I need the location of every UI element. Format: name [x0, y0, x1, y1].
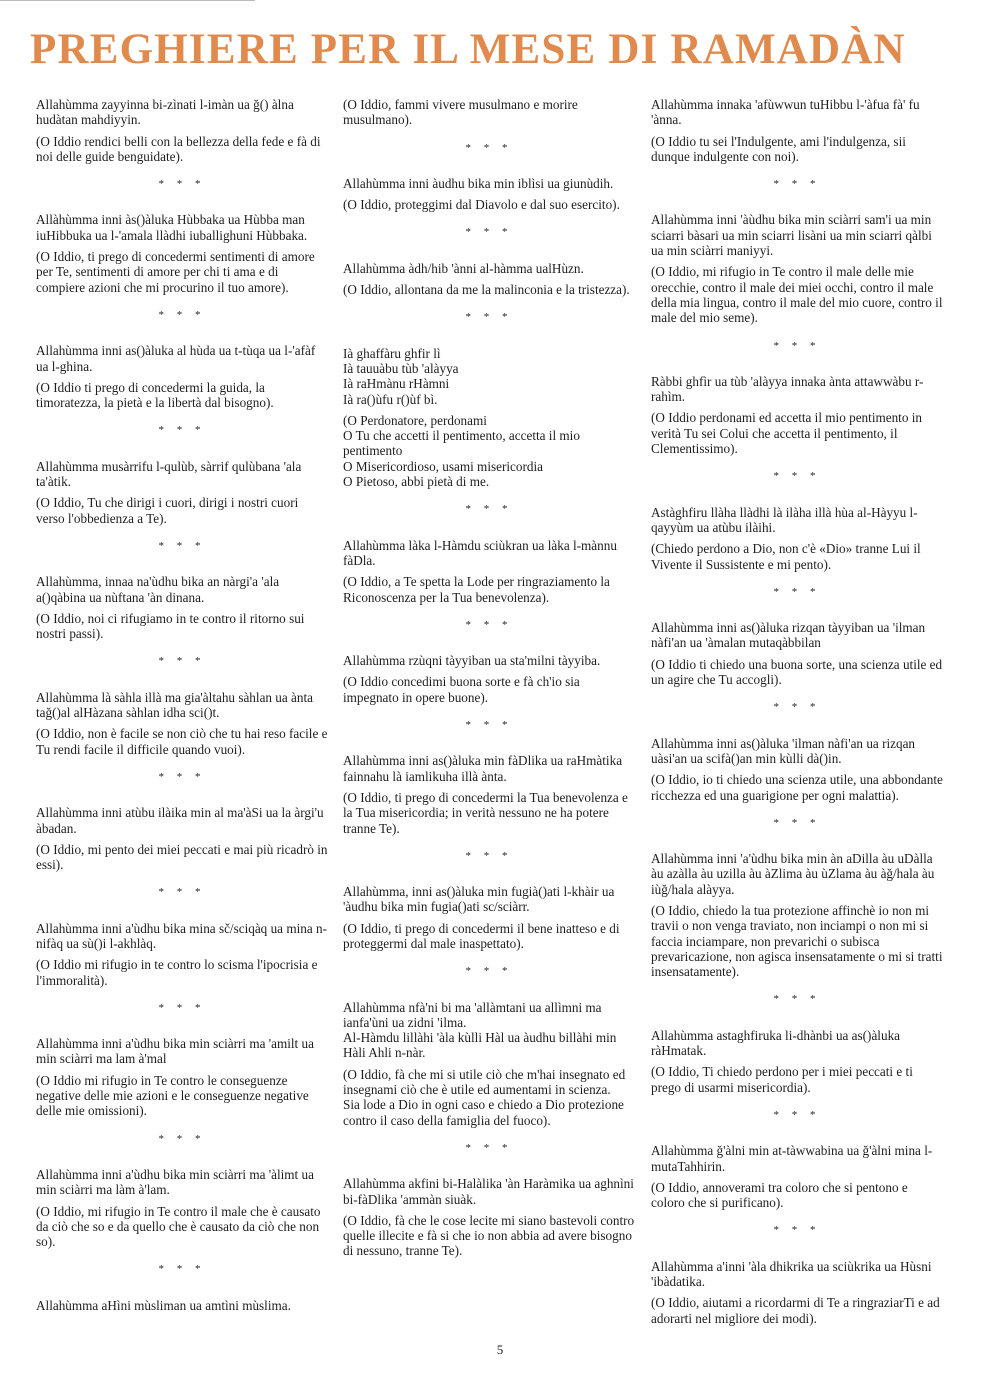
section-separator: * * *: [158, 178, 206, 191]
prayer-text: Allahùmma rzùqni tàyyiban ua sta'milni tàyyiba.: [343, 653, 601, 669]
prayer-text: Allahùmma inni as()àluka rizqan tàyyiban ua 'ilman nàfi'an ua 'àmalan mutaqàbbilan: [651, 620, 926, 651]
prayer-translation: (O Iddio, Tu che dirigi i cuori, dirigi i nostri cuori verso l'obbedienza a Te).: [36, 495, 299, 526]
prayer-block: [651, 1259, 943, 1326]
prayer-text: Allahùmma inni a'ùdhu bika min sciàrri ma 'amilt ua min sciàrri ma lam à'mal: [36, 1036, 314, 1067]
section-separator: * * *: [465, 1141, 513, 1154]
prayer-translation: (O Iddio, fà che mi si utile ciò che m'hai insegnato ed insegnami ciò che è utile ed aumentami in scienza. Sia lode a Dio in ogni caso e chiedo a Dio protezione contro il caso della famiglia del fuoco).: [343, 1066, 626, 1128]
prayer-text: Allàhùmma inni às()àluka Hùbbaka ua Hùbba man iuHibbuka ua l-'amala llàdhi iuballighuni Hùbbaka.: [36, 212, 308, 243]
prayer-translation: (Chiedo perdono a Dio, non c'è «Dio» tranne Lui il Vivente il Sussistente e mi pento).: [651, 541, 921, 572]
section-separator: * * *: [773, 816, 821, 829]
prayer-block: [36, 97, 328, 164]
prayer-translation: (O Iddio, io ti chiedo una scienza utile, una abbondante ricchezza ed una guarigione per ogni malattia).: [651, 772, 943, 803]
section-separator: * * *: [158, 886, 206, 899]
prayer-block: [343, 97, 635, 128]
prayer-block: [36, 459, 328, 526]
prayer-block: [36, 343, 328, 410]
prayer-translation: (O Iddio, non è facile se non ciò che tu hai reso facile e Tu rendi facile il difficile quando vuoi).: [36, 726, 328, 757]
section-separator: * * *: [158, 539, 206, 552]
prayer-block: [36, 1036, 328, 1118]
prayer-block: [651, 851, 943, 979]
prayer-translation: (O Iddio ti chiedo una buona sorte, una scienza utile ed un agire che Tu accogli).: [651, 656, 943, 688]
prayer-text: Allahùmma aHìni mùsliman ua amtìni mùslima.: [36, 1297, 291, 1313]
section-separator: * * *: [465, 311, 513, 324]
section-separator: * * *: [158, 1132, 206, 1145]
section-separator: * * *: [158, 1001, 206, 1014]
section-separator: * * *: [465, 141, 513, 154]
section-separator: * * *: [158, 770, 206, 783]
prayer-block: [36, 1298, 328, 1313]
prayer-block: [343, 346, 635, 490]
section-separator: * * *: [465, 226, 513, 239]
page-number: 5: [496, 1342, 504, 1357]
section-separator: * * *: [158, 424, 206, 437]
top-rule: [0, 0, 255, 1]
prayer-text: Allahùmma nfà'ni bi ma 'allàmtani ua allìmni ma ianfa'ùni ua zidni 'ilma. Al-Hàmdu lillàhi 'àla kùlli Hàl ua àudhu billàhi min Hàli Ahli n-nàr.: [343, 999, 617, 1061]
prayer-block: [343, 538, 635, 605]
prayer-block: [651, 505, 943, 572]
section-separator: * * *: [773, 993, 821, 1006]
prayer-text: Ràbbi ghfìr ua tùb 'alàyya innaka ànta attawwàbu r-rahìm.: [651, 373, 924, 405]
prayer-column-2: [343, 97, 635, 1265]
prayer-text: Allahùmma làka l-Hàmdu sciùkran ua làka l-mànnu fàDla.: [343, 537, 617, 568]
prayer-translation: (O Iddio ti prego di concedermi la guida, la timoratezza, la pietà e la libertà dal bisogno).: [36, 379, 274, 411]
prayer-block: [651, 1143, 943, 1210]
prayer-translation: (O Iddio perdonami ed accetta il mio pentimento in verità Tu sei Colui che accetta il pentimento, il Clementissimo).: [651, 410, 922, 457]
prayer-translation: (O Iddio, ti prego di concedermi sentimenti di amore per Te, sentimenti di amore per chi ti ama e di compiere azioni che mi procurino il tuo amore).: [36, 249, 315, 295]
prayer-block: [651, 212, 943, 325]
prayer-block: [36, 921, 328, 988]
prayer-text: Allahùmma inni atùbu ilàika min al ma'àSi ua la àrgi'u àbadan.: [36, 805, 324, 836]
section-separator: * * *: [158, 308, 206, 321]
section-separator: * * *: [773, 339, 821, 352]
prayer-column-1: [36, 97, 328, 1319]
section-separator: * * *: [465, 503, 513, 516]
prayer-translation: (O Iddio, ti prego di concedermi il bene inatteso e di proteggermi dal male inaspettato).: [343, 920, 620, 951]
prayer-translation: (O Iddio, Ti chiedo perdono per i miei peccati e ti prego di usarmi misericordia).: [651, 1064, 913, 1095]
section-separator: * * *: [773, 1224, 821, 1237]
prayer-translation: (O Iddio, allontana da me la malinconia e la tristezza).: [343, 282, 630, 298]
prayer-translation: (O Iddio, proteggimi dal Diavolo e dal suo esercito).: [343, 197, 620, 213]
section-separator: * * *: [773, 470, 821, 483]
prayer-translation: (O Iddio, aiutami a ricordarmi di Te a ringraziarTi e ad adorarti nel migliore dei modi).: [651, 1295, 940, 1326]
prayer-block: [36, 1167, 328, 1249]
section-separator: * * *: [158, 1263, 206, 1276]
prayer-text: Allahùmma, inni as()àluka min fugià()ati l-khàir ua 'àudhu bika min fugia()ati sc/sciàrr.: [343, 884, 615, 915]
section-separator: * * *: [773, 585, 821, 598]
prayer-text: Allahùmma àdh/hib 'ànni al-hàmma ualHùzn.: [343, 260, 584, 276]
section-separator: * * *: [773, 178, 821, 191]
prayer-block: [343, 753, 635, 835]
prayer-translation: (O Iddio mi rifugio in Te contro le conseguenze negative delle mie azioni e le conseguenze negative delle mie omissioni).: [36, 1072, 309, 1119]
prayer-translation: (O Iddio, mi rifugio in Te contro il male che è causato da ciò che so e da quello che è causato da ciò che non so).: [36, 1203, 321, 1250]
prayer-text: Allahùmma, innaa na'ùdhu bika an nàrgi'a 'ala a()qàbina ua nùftana 'àn dinana.: [36, 574, 280, 605]
prayer-block: [651, 97, 943, 164]
prayer-translation: (O Iddio, chiedo la tua protezione affinchè io non mi travii o non venga traviato, non inciampi o non mi si faccia inciampare, non prevarichi o subisca prevaricazione, non agisca insensatamente o mi si tratti insensatamente).: [651, 902, 943, 980]
prayer-block: [343, 1176, 635, 1258]
prayer-block: [343, 1000, 635, 1128]
prayer-translation: (O Iddio rendici belli con la bellezza della fede e fà di noi delle guide benguidate).: [36, 133, 321, 164]
prayer-translation: (O Iddio, noi ci rifugiamo in te contro il ritorno sui nostri passi).: [36, 610, 305, 642]
prayer-translation: (O Iddio, mi rifugio in Te contro il male delle mie orecchie, contro il male dei miei occhi, contro il male della mia lingua, contro il male del mio cuore, contro il male del mio seme).: [651, 264, 943, 326]
prayer-text: Allahùmma inni 'a'ùdhu bika min àn aDilla àu uDàlla àu azàlla àu uzilla àu àZlima àu ùZlama àu àğ/hala àu iùğ/hala alàyya.: [651, 851, 935, 897]
prayer-block: [343, 884, 635, 951]
prayer-text: Allahùmma astaghfiruka li-dhànbi ua as()àluka ràHmatak.: [651, 1027, 901, 1059]
prayer-block: [36, 805, 328, 872]
prayer-text: Allahùmma là sàhla illà ma gia'àltahu sàhlan ua ànta tağ()al alHàzana sàhlan idha sci()t.: [36, 689, 314, 721]
section-separator: * * *: [158, 655, 206, 668]
prayer-translation: (O Iddio, annoverami tra coloro che si pentono e coloro che si purificano).: [651, 1179, 908, 1211]
prayer-text: Allahùmma musàrrifu l-qulùb, sàrrif qulùbana 'ala ta'àtik.: [36, 458, 302, 490]
prayer-text: Allahùmma inni as()àluka 'ilman nàfi'an ua rizqan uàsi'an ua scifà()an min kùlli dà()in.: [651, 735, 916, 766]
prayer-block: [651, 736, 943, 803]
prayer-text: Allahùmma a'inni 'àla dhikrika ua sciùkrika ua Hùsni 'ibàdatika.: [651, 1258, 932, 1290]
prayer-text: Allahùmma inni àudhu bika min iblìsi ua giunùdih.: [343, 175, 614, 191]
prayer-text: Allahùmma akfini bi-Halàlika 'àn Haràmika ua aghnìni bi-fàDlika 'ammàn siuàk.: [343, 1176, 634, 1207]
prayer-translation: (O Iddio, ti prego di concedermi la Tua benevolenza e la Tua misericordia; in verità nessuno ne ha potere tranne Te).: [343, 789, 628, 836]
prayer-text: (O Iddio, fammi vivere musulmano e morire musulmano).: [343, 97, 578, 128]
prayer-block: [651, 1028, 943, 1095]
prayer-translation: (O Iddio tu sei l'Indulgente, ami l'indulgenza, sii dunque indulgente con noi).: [651, 133, 906, 164]
prayer-translation: (O Iddio mi rifugio in te contro lo scisma l'ipocrisia e l'immoralità).: [36, 957, 318, 988]
prayer-text: Allahùmma inni a'ùdhu bika mina sč/sciqàq ua mina n-nifàq ua sù()i l-akhlàq.: [36, 920, 327, 951]
prayer-text: Allahùmma innaka 'afùwwun tuHibbu l-'àfua fà' fu 'ànna.: [651, 97, 920, 128]
section-separator: * * *: [465, 965, 513, 978]
section-separator: * * *: [465, 719, 513, 732]
prayer-text: Allahùmma zayyinna bi-zìnati l-imàn ua ğ() àlna hudàtan mahdiyyin.: [36, 97, 294, 128]
prayer-translation: (O Iddio, mi pento dei miei peccati e mai più ricadrò in essi).: [36, 841, 328, 873]
prayer-text: Allahùmma inni as()àluka min fàDlika ua raHmàtika fainnahu là iamlikuha illà ànta.: [343, 753, 623, 784]
prayer-block: [651, 620, 943, 687]
prayer-text: Allahùmma inni as()àluka al hùda ua t-tùqa ua l-'afàf ua l-ghina.: [36, 343, 316, 374]
prayer-text: Ià ghaffàru ghfir lì Ià tauuàbu tùb 'alàyya Ià raHmànu rHàmni Ià ra()ùfu r()ùf bì.: [343, 345, 459, 407]
prayer-translation: (O Perdonatore, perdonami O Tu che accetti il pentimento, accetta il mio pentimento O Misericordioso, usami misericordia O Pietoso, abbi pietà di me.: [343, 412, 580, 490]
prayer-translation: (O Iddio concedimi buona sorte e fà ch'io sia impegnato in opere buone).: [343, 674, 580, 705]
prayer-block: [36, 574, 328, 641]
prayer-block: [343, 176, 635, 213]
prayer-column-3: [651, 97, 943, 1332]
prayer-text: Allahùmma inni 'àùdhu bika min sciàrri sam'i ua min sciarri bàsari ua min sciarri lisàni ua min sciarri qàlbi ua min sciàrri maniyyi.: [651, 212, 932, 259]
prayer-block: [36, 212, 328, 294]
prayer-translation: (O Iddio, a Te spetta la Lode per ringraziamento la Riconoscenza per la Tua benevolenza).: [343, 574, 610, 605]
section-separator: * * *: [773, 701, 821, 714]
section-separator: * * *: [465, 618, 513, 631]
section-separator: * * *: [773, 1108, 821, 1121]
prayer-text: Allahùmma inni a'ùdhu bika min sciàrri ma 'àlimt ua min sciàrri ma làm à'lam.: [36, 1166, 314, 1198]
prayer-block: [343, 653, 635, 705]
prayer-text: Allahùmma ğ'àlni min at-tàwwabina ua ğ'àlni mina l-mutaTahhirin.: [651, 1143, 933, 1174]
prayer-block: [651, 374, 943, 456]
section-separator: * * *: [465, 849, 513, 862]
prayer-text: Astàghfiru llàha llàdhi là ilàha illà hùa al-Hàyyu l-qayyùm ua atùbu ilàihi.: [651, 504, 918, 535]
page-title: PREGHIERE PER IL MESE DI RAMADÀN: [30, 26, 906, 73]
prayer-block: [343, 261, 635, 298]
prayer-block: [36, 690, 328, 757]
prayer-translation: (O Iddio, fà che le cose lecite mi siano bastevoli contro quelle illecite e fà si che io non abbia ad avere bisogno di nessuno, tranne Te).: [343, 1212, 635, 1259]
